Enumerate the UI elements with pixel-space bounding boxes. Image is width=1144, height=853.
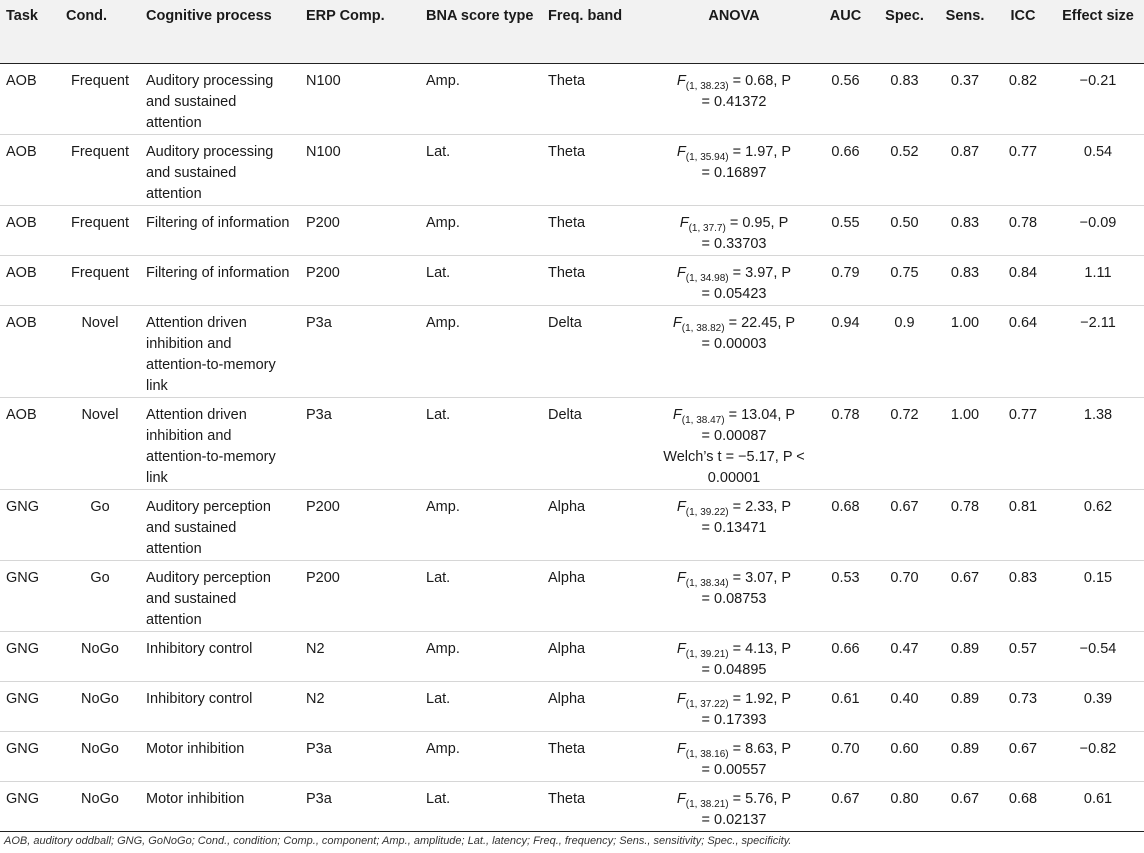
cell-cond: Frequent xyxy=(70,72,130,89)
cell-bna-score-type: Amp. xyxy=(426,740,460,757)
header-freq-band: Freq. band xyxy=(548,8,623,24)
cell-task: GNG xyxy=(6,498,40,515)
cell-task: GNG xyxy=(6,740,40,757)
cell-auc: 0.61 xyxy=(831,690,860,707)
cell-cognitive-process: Inhibitory control xyxy=(146,640,253,657)
anova-df: (1, 37.7) xyxy=(688,222,726,234)
anova-f-symbol: F xyxy=(676,690,686,707)
cell-erp-comp: N2 xyxy=(306,640,325,657)
header-cond: Cond. xyxy=(66,8,108,24)
cell-erp-comp: P3a xyxy=(306,790,332,807)
cell-icc: 0.84 xyxy=(1008,264,1038,281)
anova-df: (1, 38.23) xyxy=(685,80,729,92)
cell-freq-band: Alpha xyxy=(548,569,586,586)
anova-f-line xyxy=(656,497,812,518)
cell-cognitive-process: Filtering of information xyxy=(146,264,290,281)
cell-auc: 0.53 xyxy=(831,569,860,586)
anova-f-value: = 1.92, P xyxy=(732,690,792,707)
table-row xyxy=(0,205,1144,255)
anova-f-line xyxy=(656,639,812,660)
cell-icc: 0.73 xyxy=(1008,690,1038,707)
cell-task: AOB xyxy=(6,406,37,423)
cell-freq-band: Theta xyxy=(548,143,586,160)
anova-f-line xyxy=(656,405,812,426)
anova-f-symbol: F xyxy=(679,214,689,231)
anova-f-symbol: F xyxy=(676,72,686,89)
cell-erp-comp: P3a xyxy=(306,740,332,757)
cell-auc: 0.66 xyxy=(831,640,860,657)
cell-bna-score-type: Lat. xyxy=(426,569,451,586)
anova-welch-test: Welch’s t = −5.17, P < 0.00001 xyxy=(663,448,805,486)
cell-task: GNG xyxy=(6,790,40,807)
table-row xyxy=(0,781,1144,831)
cell-anova xyxy=(650,255,818,305)
table-body xyxy=(0,63,1144,831)
anova-f-symbol: F xyxy=(676,569,686,586)
cell-cognitive-process: Auditory processing and sustained attention xyxy=(146,72,274,131)
cell-cognitive-process: Attention driven inhibition and attention-to-memory link xyxy=(146,406,276,486)
cell-spec: 0.60 xyxy=(890,740,919,757)
cell-cond: NoGo xyxy=(81,690,119,707)
cell-auc: 0.66 xyxy=(831,143,860,160)
cell-cond: Go xyxy=(90,569,110,586)
cell-cond: Novel xyxy=(81,406,119,423)
header-task: Task xyxy=(6,8,38,24)
cell-effect-size: −0.54 xyxy=(1079,640,1117,657)
cell-spec: 0.72 xyxy=(890,406,919,423)
anova-df: (1, 37.22) xyxy=(685,698,729,710)
cell-bna-score-type: Lat. xyxy=(426,143,451,160)
cell-bna-score-type: Amp. xyxy=(426,498,460,515)
anova-f-line xyxy=(656,789,812,810)
cell-cognitive-process: Auditory perception and sustained attention xyxy=(146,569,271,628)
anova-p-value: = 0.33703 xyxy=(701,235,767,252)
cell-auc: 0.79 xyxy=(831,264,860,281)
cell-effect-size: 0.62 xyxy=(1083,498,1113,515)
header-spec: Spec. xyxy=(885,8,924,24)
anova-f-line xyxy=(656,142,812,163)
cell-cognitive-process: Inhibitory control xyxy=(146,690,253,707)
cell-icc: 0.77 xyxy=(1008,143,1038,160)
anova-f-value: = 2.33, P xyxy=(732,498,792,515)
cell-effect-size: 0.39 xyxy=(1083,690,1113,707)
cell-icc: 0.77 xyxy=(1008,406,1038,423)
cell-cognitive-process: Filtering of information xyxy=(146,214,290,231)
cell-icc: 0.81 xyxy=(1008,498,1038,515)
cell-effect-size: −0.09 xyxy=(1079,214,1117,231)
anova-f-symbol: F xyxy=(672,314,682,331)
table-header xyxy=(0,0,1144,63)
cell-anova xyxy=(650,731,818,781)
anova-f-symbol: F xyxy=(676,640,686,657)
anova-p-value: = 0.04895 xyxy=(701,661,767,678)
anova-df: (1, 38.34) xyxy=(685,577,729,589)
cell-task: GNG xyxy=(6,640,40,657)
cell-spec: 0.70 xyxy=(890,569,919,586)
table-row xyxy=(0,560,1144,631)
cell-anova xyxy=(650,305,818,397)
cell-effect-size: −2.11 xyxy=(1080,314,1116,331)
anova-f-value: = 13.04, P xyxy=(728,406,796,423)
cell-effect-size: 0.15 xyxy=(1083,569,1113,586)
cell-freq-band: Theta xyxy=(548,214,586,231)
cell-anova xyxy=(650,397,818,489)
header-auc: AUC xyxy=(829,8,862,24)
table-footnote: AOB, auditory oddball; GNG, GoNoGo; Cond., condition; Comp., component; Amp., amplitude; Lat., latency; Freq., frequency; Sens., sensitivity; Spec., specificity. xyxy=(4,835,792,847)
anova-p-value: = 0.08753 xyxy=(701,590,767,607)
cell-cond: Novel xyxy=(81,314,119,331)
cell-sens: 0.89 xyxy=(950,740,980,757)
cell-task: AOB xyxy=(6,264,37,281)
anova-df: (1, 38.82) xyxy=(681,322,725,334)
cell-bna-score-type: Lat. xyxy=(426,690,451,707)
cell-sens: 0.89 xyxy=(950,640,980,657)
header-bna-score-type: BNA score type xyxy=(426,8,534,24)
cell-sens: 1.00 xyxy=(950,406,980,423)
cell-task: GNG xyxy=(6,690,40,707)
anova-f-symbol: F xyxy=(676,498,686,515)
anova-f-line xyxy=(656,739,812,760)
anova-df: (1, 34.98) xyxy=(685,272,729,284)
cell-sens: 0.83 xyxy=(950,264,980,281)
cell-task: AOB xyxy=(6,214,37,231)
table-row xyxy=(0,305,1144,397)
anova-f-value: = 5.76, P xyxy=(732,790,792,807)
cell-cognitive-process: Motor inhibition xyxy=(146,790,245,807)
anova-df: (1, 35.94) xyxy=(685,151,729,163)
header-erp-comp: ERP Comp. xyxy=(306,8,385,24)
anova-p-value: = 0.05423 xyxy=(701,285,767,302)
cell-spec: 0.40 xyxy=(890,690,919,707)
anova-f-symbol: F xyxy=(676,790,686,807)
anova-p-value: = 0.41372 xyxy=(701,93,767,110)
cell-freq-band: Alpha xyxy=(548,690,586,707)
cell-bna-score-type: Lat. xyxy=(426,406,451,423)
cell-bna-score-type: Lat. xyxy=(426,264,451,281)
anova-f-value: = 0.95, P xyxy=(729,214,789,231)
cell-anova xyxy=(650,489,818,560)
anova-f-value: = 8.63, P xyxy=(732,740,792,757)
cell-cond: Frequent xyxy=(70,264,130,281)
table-row xyxy=(0,134,1144,205)
anova-f-line xyxy=(656,263,812,284)
cell-spec: 0.75 xyxy=(890,264,919,281)
table-row xyxy=(0,255,1144,305)
cell-spec: 0.83 xyxy=(890,72,919,89)
cell-icc: 0.83 xyxy=(1008,569,1038,586)
cell-cond: Go xyxy=(90,498,110,515)
cell-cond: NoGo xyxy=(81,790,119,807)
cell-spec: 0.50 xyxy=(890,214,919,231)
anova-f-value: = 0.68, P xyxy=(732,72,792,89)
cell-spec: 0.9 xyxy=(894,314,915,331)
cell-sens: 0.37 xyxy=(950,72,980,89)
anova-p-value: = 0.17393 xyxy=(701,711,767,728)
anova-f-line xyxy=(656,313,812,334)
cell-sens: 0.67 xyxy=(950,569,980,586)
cell-icc: 0.78 xyxy=(1008,214,1038,231)
cell-cond: NoGo xyxy=(81,740,119,757)
anova-f-value: = 1.97, P xyxy=(732,143,792,160)
anova-p-value: = 0.16897 xyxy=(701,164,767,181)
cell-auc: 0.55 xyxy=(831,214,860,231)
cell-task: AOB xyxy=(6,72,37,89)
cell-spec: 0.80 xyxy=(890,790,919,807)
header-anova: ANOVA xyxy=(708,8,760,24)
cell-effect-size: 0.61 xyxy=(1083,790,1113,807)
cell-icc: 0.64 xyxy=(1008,314,1038,331)
cell-auc: 0.56 xyxy=(831,72,860,89)
anova-df: (1, 39.22) xyxy=(685,506,729,518)
anova-p-value: = 0.00003 xyxy=(701,335,767,352)
cell-effect-size: 1.11 xyxy=(1084,264,1112,281)
anova-f-line xyxy=(656,71,812,92)
cell-cond: Frequent xyxy=(70,143,130,160)
cell-anova xyxy=(650,205,818,255)
header-icc: ICC xyxy=(1010,8,1036,24)
header-effect-size: Effect size xyxy=(1062,8,1134,24)
cell-icc: 0.82 xyxy=(1008,72,1038,89)
cell-anova xyxy=(650,560,818,631)
anova-f-line xyxy=(656,568,812,589)
anova-f-symbol: F xyxy=(672,406,682,423)
anova-df: (1, 39.21) xyxy=(685,648,729,660)
cell-bna-score-type: Amp. xyxy=(426,314,460,331)
cell-erp-comp: N2 xyxy=(306,690,325,707)
cell-cognitive-process: Attention driven inhibition and attention-to-memory link xyxy=(146,314,276,394)
cell-freq-band: Theta xyxy=(548,72,586,89)
header-sens: Sens. xyxy=(945,8,985,24)
cell-icc: 0.57 xyxy=(1008,640,1038,657)
cell-task: AOB xyxy=(6,143,37,160)
anova-f-symbol: F xyxy=(676,264,686,281)
header-cognitive-process: Cognitive process xyxy=(146,8,272,24)
anova-f-symbol: F xyxy=(676,740,686,757)
cell-sens: 0.78 xyxy=(950,498,980,515)
cell-erp-comp: N100 xyxy=(306,143,341,160)
cell-erp-comp: P3a xyxy=(306,314,332,331)
cell-sens: 0.87 xyxy=(950,143,980,160)
cell-freq-band: Delta xyxy=(548,406,582,423)
table-row xyxy=(0,489,1144,560)
cell-cognitive-process: Motor inhibition xyxy=(146,740,245,757)
table-row xyxy=(0,631,1144,681)
table-row xyxy=(0,731,1144,781)
anova-f-symbol: F xyxy=(676,143,686,160)
cell-erp-comp: P200 xyxy=(306,264,340,281)
cell-bna-score-type: Amp. xyxy=(426,214,460,231)
cell-bna-score-type: Amp. xyxy=(426,72,460,89)
cell-effect-size: −0.21 xyxy=(1079,72,1117,89)
table-row xyxy=(0,397,1144,489)
cell-icc: 0.67 xyxy=(1008,740,1038,757)
cell-sens: 1.00 xyxy=(950,314,980,331)
cell-task: GNG xyxy=(6,569,40,586)
cell-freq-band: Delta xyxy=(548,314,582,331)
cell-effect-size: −0.82 xyxy=(1079,740,1117,757)
cell-sens: 0.89 xyxy=(950,690,980,707)
table-row xyxy=(0,63,1144,134)
cell-cond: Frequent xyxy=(70,214,130,231)
cell-sens: 0.67 xyxy=(950,790,980,807)
cell-anova xyxy=(650,134,818,205)
anova-f-value: = 22.45, P xyxy=(728,314,796,331)
cell-sens: 0.83 xyxy=(950,214,980,231)
anova-f-line xyxy=(656,689,812,710)
cell-anova xyxy=(650,781,818,831)
cell-cond: NoGo xyxy=(81,640,119,657)
cell-cognitive-process: Auditory processing and sustained attention xyxy=(146,143,274,202)
cell-freq-band: Theta xyxy=(548,264,586,281)
cell-effect-size: 0.54 xyxy=(1083,143,1113,160)
cell-bna-score-type: Amp. xyxy=(426,640,460,657)
cell-auc: 0.94 xyxy=(831,314,860,331)
cell-cognitive-process: Auditory perception and sustained attention xyxy=(146,498,271,557)
header-row xyxy=(0,0,1144,63)
cell-anova xyxy=(650,63,818,134)
cell-auc: 0.67 xyxy=(831,790,860,807)
anova-p-value: = 0.00557 xyxy=(701,761,767,778)
table-row xyxy=(0,681,1144,731)
cell-auc: 0.78 xyxy=(831,406,860,423)
cell-freq-band: Theta xyxy=(548,740,586,757)
cell-erp-comp: P200 xyxy=(306,498,340,515)
anova-df: (1, 38.16) xyxy=(685,748,729,760)
anova-df: (1, 38.47) xyxy=(681,414,725,426)
anova-f-value: = 3.07, P xyxy=(732,569,792,586)
cell-spec: 0.47 xyxy=(890,640,919,657)
cell-erp-comp: P3a xyxy=(306,406,332,423)
cell-bna-score-type: Lat. xyxy=(426,790,451,807)
cell-anova xyxy=(650,631,818,681)
cell-freq-band: Alpha xyxy=(548,640,586,657)
anova-f-line xyxy=(656,213,812,234)
cell-erp-comp: N100 xyxy=(306,72,341,89)
cell-icc: 0.68 xyxy=(1008,790,1038,807)
cell-freq-band: Alpha xyxy=(548,498,586,515)
cell-erp-comp: P200 xyxy=(306,569,340,586)
cell-spec: 0.52 xyxy=(890,143,919,160)
anova-p-value: = 0.13471 xyxy=(701,519,767,536)
cell-effect-size: 1.38 xyxy=(1083,406,1113,423)
anova-f-value: = 4.13, P xyxy=(732,640,792,657)
cell-anova xyxy=(650,681,818,731)
cell-erp-comp: P200 xyxy=(306,214,340,231)
cell-freq-band: Theta xyxy=(548,790,586,807)
cell-spec: 0.67 xyxy=(890,498,919,515)
cell-task: AOB xyxy=(6,314,37,331)
cell-auc: 0.70 xyxy=(831,740,860,757)
anova-df: (1, 38.21) xyxy=(685,798,729,810)
anova-p-value: = 0.02137 xyxy=(701,811,767,828)
anova-p-value: = 0.00087 xyxy=(701,427,767,444)
cell-auc: 0.68 xyxy=(831,498,860,515)
anova-f-value: = 3.97, P xyxy=(732,264,792,281)
